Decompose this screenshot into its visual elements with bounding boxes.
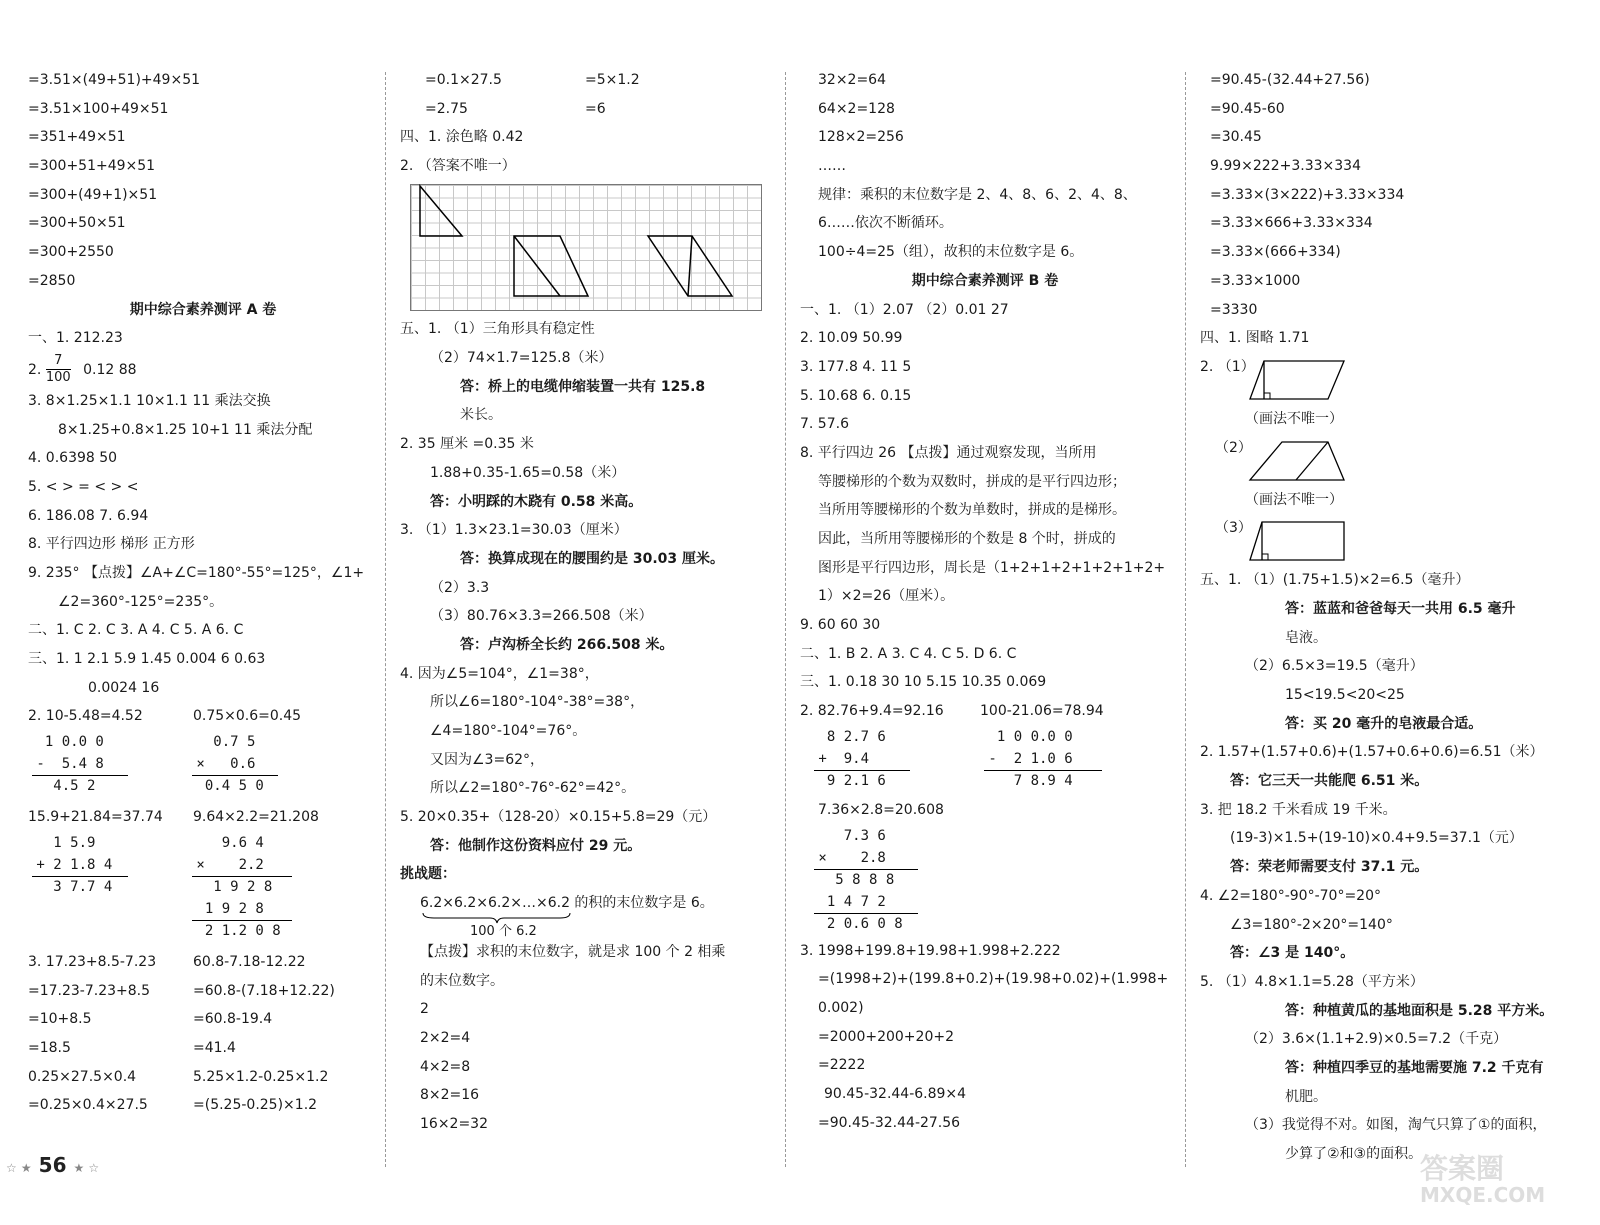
- answer-line: 2. $\frac{7}{100}$ 0.12 88: [28, 353, 137, 386]
- calc-line: =300+51+49×51: [28, 158, 156, 175]
- vertical-multiplication: 0.7 5 × 0.6 0.4 5 0: [188, 731, 264, 797]
- star-icon: ★ ☆: [73, 1161, 100, 1175]
- answer-line: 3. 8×1.25×1.1 10×1.1 11 乘法交换: [28, 392, 271, 409]
- calc-line: =3.51×100+49×51: [28, 100, 169, 117]
- vertical-calcs: [800, 726, 1170, 796]
- answer-line: 5. < > = < > <: [28, 478, 139, 495]
- svg-text:答案圈: 答案圈: [1420, 1152, 1505, 1185]
- section-title: 期中综合素养测评 B 卷: [911, 272, 1059, 289]
- calc-line: =351+49×51: [28, 129, 126, 146]
- vertical-calcs: [800, 825, 1170, 937]
- column-2: =0.1×27.5 =2.75 =5×1.2 =6 四、1. 涂色略 0.42 2. （答案不唯一） 五、1. （1）三角形具有稳定性 （2）74×1.7=125.8（米） 答：桥上的电缆伸缩装置一共有 125.8 米长。 2. 35 厘米 =0.35 米 1.88+0.35-1.65=0.58（米） 答：小明踩的木跷有 0.58 米高。 3. （1）1.3×23.1=30.03（厘米） 答：换算成现在的腰围约是 30.03 厘米。 （2）3.3 （3）80.76×3.3=266.508（米） 答：卢沟桥全长约 266.508 米。 4. 因为∠5=104°，∠1=38°， 所以∠6=180°-104°-38°=38°， ∠4=180°-104°=76°。 又因为∠3=62°， 所以∠2=180°-76°-62°=42°。 5. 20×0.35+（128-20）×0.15+5.8=29（元） 答：他制作这份资料应付 29 元。 挑战题： 6.2×6.2×6.2×…×6.2 的积的末位数字是 6。 100 个 6.2 【点拨】求积的末位数字，就是求 100 个 2 相乘 的末位数字。 2 2×2=4 4×2=8 8×2=16 16×2=32: [400, 66, 770, 1190]
- svg-text:MXQE.COM: MXQE.COM: [1420, 1183, 1546, 1207]
- answer-line: 二、1. C 2. C 3. A 4. C 5. A 6. C: [28, 622, 244, 639]
- vertical-subtraction: 1 0 0.0 0 - 2 1.0 6 7 8.9 4: [980, 726, 1073, 792]
- fraction: $\frac{7}{100}$: [45, 353, 71, 386]
- page-number: ☆ ★ 56 ★ ☆: [6, 1153, 100, 1177]
- vertical-addition: 8 2.7 6 + 9.4 9 2.1 6: [810, 726, 886, 792]
- grid-figure: [400, 180, 770, 315]
- section-title: 期中综合素养测评 A 卷: [129, 301, 277, 318]
- answer-line: ∠2=360°-125°=235°。: [58, 593, 224, 610]
- column-4: =90.45-(32.44+27.56) =90.45-60 =30.45 9.99×222+3.33×334 =3.33×(3×222)+3.33×334 =3.33×666+3.33×334 =3.33×(666+334) =3.33×1000 =3330 四、1. 图略 1.71 2. （1） （画法不唯一） （2） （画法不唯一） （3） 五、1. （1）(1.75+1.5)×2=6.5（毫升） 答：蓝蓝和爸爸每天一共用 6.5 毫升 皂液。 （2）6.5×3=19.5（毫升） 15<19.5<20<25 答：买 20 毫升的皂液最合适。 2. 1.57+(1.57+0.6)+(1.57+0.6+0.6)=6.51（米） 答：它三天一共能爬 6.51 米。 3. 把 18.2 千米看成 19 千米。 (19-3)×1.5+(19-10)×0.4+9.5=37.1（元） 答：荣老师需要支付 37.1 元。 4. ∠2=180°-90°-70°=20° ∠3=180°-2×20°=140° 答：∠3 是 140°。 5. （1）4.8×1.1=5.28（平方米） 答：种植黄瓜的基地面积是 5.28 平方米。 （2）3.6×(1.1+2.9)×0.5=7.2（千克） 答：种植四季豆的基地需要施 7.2 千克有 机肥。 （3）我觉得不对。如图，淘气只算了①的面积， 少算了②和③的面积。: [1200, 72, 1554, 1162]
- answer-line: 四、1. 涂色略 0.42: [400, 129, 524, 145]
- column-divider: [1185, 72, 1186, 1167]
- calc-line: =300+(49+1)×51: [28, 186, 158, 203]
- star-icon: ☆ ★: [6, 1161, 32, 1175]
- answer-line: 0.0024 16: [88, 679, 160, 696]
- calc-line: =2850: [28, 272, 76, 289]
- answer-line: 4. 0.6398 50: [28, 450, 118, 467]
- parallelogram-figures: [410, 184, 760, 309]
- q3-calculations: 3. 17.23+8.5-7.23 =17.23-7.23+8.5 =10+8.5 =18.5 0.25×27.5×0.4 =0.25×0.4×27.5 60.8-7.18-12.22 =60.8-(7.18+12.22) =60.8-19.4 =41.4 5.25×1.2-0.25×1.2 =(5.25-0.25)×1.2: [28, 953, 335, 1114]
- watermark-logo: [1410, 1148, 1570, 1208]
- answer-line: 一、1. 212.23: [28, 330, 123, 347]
- trapezoid-shape: [514, 236, 588, 296]
- answer-line: 8. 平行四边形 梯形 正方形: [28, 536, 195, 553]
- answer-line: 8×1.25+0.8×1.25 10+1 11 乘法分配: [58, 421, 313, 438]
- calc-line: =3.51×(49+51)+49×51: [28, 72, 201, 88]
- vertical-multiplication: 9.6 4 × 2.2 1 9 2 8 1 9 2 8 2 1.2 0 8: [188, 832, 281, 942]
- answer-line: 2. 10-5.48=4.52 0.75×0.6=0.45: [28, 708, 302, 725]
- calc-line: =300+50×51: [28, 215, 126, 232]
- parallelogram-drawing: [1248, 359, 1348, 401]
- vertical-addition: 1 5.9 + 2 1.8 4 3 7.7 4: [28, 832, 112, 898]
- vertical-calcs: [28, 832, 378, 948]
- answer-line: 三、1. 1 2.1 5.9 1.45 0.004 6 0.63: [28, 651, 266, 668]
- column-1: [28, 66, 378, 1190]
- calc-line: =300+2550: [28, 244, 114, 261]
- vertical-calcs: [28, 731, 378, 803]
- vertical-multiplication: 7.3 6 × 2.8 5 8 8 8 1 4 7 2 2 0.6 0 8: [810, 825, 903, 935]
- trapezoid-drawing: [1248, 440, 1348, 482]
- column-3: 32×2=64 64×2=128 128×2=256 …… 规律：乘积的末位数字是 2、4、8、6、2、4、8、 6……依次不断循环。 100÷4=25（组），故积的末位数字是 6。 期中综合素养测评 B 卷 一、1. （1）2.07 （2）0.01 27 2. 10.09 50.99 3. 177.8 4. 11 5 5. 10.68 6. 0.15 7. 57.6 8. 平行四边 26 【点拨】通过观察发现，当所用 等腰梯形的个数为双数时，拼成的是平行四边形； 当所用等腰梯形的个数为单数时，拼成的是梯形。 因此，当所用等腰梯形的个数是 8 个时，拼成的 图形是平行四边形，周长是（1+2+1+2+1+2+1+2+ 1）×2=26（厘米）。 9. 60 60 30 二、1. B 2. A 3. C 4. C 5. D 6. C 三、1. 0.18 30 10 5.15 10.35 0.069 2. 82.76+9.4=92.16 100-21.06=78.94 8 2.7 6 + 9.4 9 2.1 6 1 0 0.0 0 - 2 1.0 6 7 8.9 4 7.36×2.8=20.608 7.3 6 × 2.8 5 8 8 8 1 4 7 2 2 0.6 0 8 3. 1998+199.8+19.98+1.998+2.222 =(1998+2)+(199.8+0.2)+(19.98+0.02)+(1.998+ 0.002) =2000+200+20+2 =2222 90.45-32.44-6.89×4 =90.45-32.44-27.56: [800, 72, 1169, 1131]
- column-divider: [385, 72, 386, 1167]
- triangle-shape: [420, 186, 462, 236]
- answer-line: 6. 186.08 7. 6.94: [28, 507, 149, 524]
- trapezoid-drawing: [1248, 520, 1348, 562]
- answer-line: 2. （答案不唯一）: [400, 157, 516, 174]
- vertical-subtraction: 1 0.0 0 - 5.4 8 4.5 2: [28, 731, 104, 797]
- answer-line: 9. 235° 【点拨】∠A+∠C=180°-55°=125°，∠1+: [28, 565, 365, 581]
- column-divider: [785, 72, 786, 1167]
- answer-line: 15.9+21.84=37.74 9.64×2.2=21.208: [28, 809, 319, 826]
